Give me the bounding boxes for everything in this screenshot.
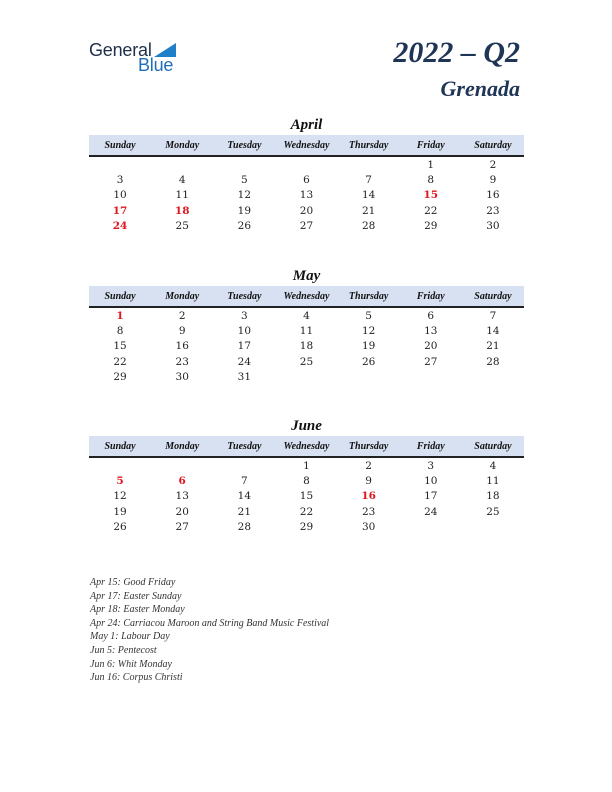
day-cell [89, 459, 151, 474]
weekday-label: Tuesday [227, 441, 262, 452]
logo-text-blue: Blue [138, 55, 174, 75]
day-cell: 8 [116, 325, 124, 338]
day-cell: 23 [361, 505, 376, 518]
day-cell: 18 [486, 490, 500, 503]
weekday-header [89, 135, 524, 157]
day-cell: 22 [113, 355, 127, 368]
weekday-label: Monday [165, 291, 200, 302]
logo [89, 40, 189, 76]
holiday-day-cell: 5 [116, 475, 124, 488]
weekday-label: Monday [165, 140, 200, 151]
day-cell: 9 [365, 475, 372, 488]
day-cell: 17 [424, 490, 438, 503]
day-cell [400, 370, 462, 385]
day-cell: 19 [237, 204, 252, 217]
day-cell: 23 [486, 204, 500, 217]
day-cell: 6 [303, 174, 310, 187]
day-cell: 9 [178, 325, 186, 338]
month-name: April [290, 117, 323, 133]
weekday-label: Wednesday [283, 140, 330, 151]
day-cell: 30 [175, 370, 189, 383]
day-cell: 13 [175, 490, 189, 503]
weekday-label: Monday [165, 441, 200, 452]
day-cell: 12 [361, 325, 376, 338]
day-cell: 10 [237, 325, 252, 338]
day-cell: 12 [237, 189, 252, 202]
day-cell: 24 [424, 505, 438, 518]
day-cell: 27 [299, 219, 314, 232]
day-cell: 1 [427, 159, 435, 171]
day-cell: 18 [299, 340, 314, 353]
holiday-day-cell: 18 [174, 204, 190, 217]
day-cell: 8 [427, 174, 435, 187]
day-cell: 26 [237, 219, 252, 232]
day-cell: 7 [241, 475, 248, 488]
day-cell: 14 [237, 490, 252, 503]
weekday-label: Thursday [348, 140, 389, 151]
weekday-label: Friday [416, 291, 445, 302]
month-name: May [292, 268, 321, 284]
holiday-note: Jun 5: Pentecost [90, 644, 157, 656]
week-row [89, 459, 524, 474]
day-cell: 29 [113, 370, 127, 383]
day-cell: 22 [424, 204, 438, 217]
weekday-label: Wednesday [283, 291, 330, 302]
day-cell [462, 370, 524, 385]
week-row [89, 474, 524, 489]
week-row [89, 520, 524, 535]
day-cell [462, 520, 524, 535]
day-cell: 31 [237, 370, 252, 383]
day-cell [275, 158, 337, 173]
holiday-day-cell: 16 [361, 490, 376, 503]
day-cell: 29 [424, 219, 438, 232]
day-cell: 14 [361, 189, 376, 202]
day-cell: 20 [299, 204, 314, 217]
weekday-label: Tuesday [227, 140, 262, 151]
day-cell: 12 [113, 490, 127, 503]
day-cell: 5 [241, 174, 248, 187]
holiday-note: Apr 24: Carriacou Maroon and String Band Music Festival [90, 617, 330, 629]
holiday-note: May 1: Labour Day [90, 631, 170, 643]
day-cell: 11 [486, 475, 500, 488]
day-cell: 11 [299, 325, 314, 338]
day-cell: 20 [424, 340, 438, 353]
week-row [89, 309, 524, 324]
week-row [89, 219, 524, 234]
country-name: Grenada [440, 76, 520, 101]
holiday-day-cell: 24 [112, 219, 128, 232]
week-row [89, 489, 524, 504]
day-cell: 10 [424, 475, 438, 488]
weekday-header [89, 286, 524, 308]
holiday-day-cell: 1 [116, 310, 124, 322]
week-row [89, 355, 524, 370]
week-row [89, 324, 524, 339]
weekday-label: Wednesday [283, 441, 330, 452]
holiday-note: Jun 6: Whit Monday [90, 658, 172, 670]
day-cell: 2 [489, 159, 497, 171]
day-cell [89, 158, 151, 173]
day-cell [275, 370, 337, 385]
week-row [89, 158, 524, 173]
week-row [89, 505, 524, 520]
weekday-label: Tuesday [227, 291, 262, 302]
weekday-label: Sunday [104, 441, 136, 452]
day-cell: 27 [175, 520, 189, 533]
day-cell: 25 [299, 355, 314, 368]
day-cell: 20 [175, 505, 189, 518]
week-row [89, 173, 524, 188]
weekday-header [89, 436, 524, 458]
day-cell: 3 [241, 310, 248, 322]
day-cell: 4 [489, 460, 497, 472]
day-cell: 7 [365, 174, 372, 187]
weekday-label: Saturday [474, 441, 512, 452]
day-cell: 21 [486, 340, 500, 353]
day-cell [400, 520, 462, 535]
day-cell: 13 [424, 325, 438, 338]
day-cell: 13 [299, 189, 314, 202]
day-cell: 4 [303, 310, 310, 322]
day-cell: 27 [424, 355, 438, 368]
day-cell: 28 [361, 219, 376, 232]
day-cell: 24 [237, 355, 252, 368]
month-name: June [291, 418, 322, 434]
day-cell [213, 459, 275, 474]
day-cell [213, 158, 275, 173]
day-grid [89, 309, 524, 385]
day-cell: 25 [175, 219, 189, 232]
holiday-note: Apr 15: Good Friday [90, 577, 176, 588]
day-cell: 21 [361, 204, 376, 217]
day-grid [89, 158, 524, 234]
day-cell: 5 [365, 310, 372, 322]
day-cell: 28 [237, 520, 252, 533]
day-cell: 19 [113, 505, 127, 518]
day-cell: 15 [299, 490, 314, 503]
day-cell: 3 [116, 174, 124, 187]
weekday-label: Thursday [348, 441, 389, 452]
day-cell [338, 158, 400, 173]
day-cell: 23 [175, 355, 189, 368]
day-cell: 16 [175, 340, 189, 353]
holiday-note: Apr 18: Easter Monday [90, 604, 185, 616]
day-cell [151, 158, 213, 173]
day-cell: 30 [486, 219, 500, 232]
day-cell: 17 [237, 340, 252, 353]
week-row [89, 188, 524, 203]
holiday-day-cell: 6 [178, 475, 186, 488]
page-title: 2022 – Q2 [393, 36, 520, 69]
holiday-note: Jun 16: Corpus Christi [90, 672, 183, 684]
day-cell: 29 [299, 520, 314, 533]
logo-text-general: General [89, 40, 152, 60]
week-row [89, 370, 524, 385]
weekday-label: Sunday [104, 140, 136, 151]
day-cell: 9 [489, 174, 497, 187]
weekday-label: Saturday [474, 291, 512, 302]
day-cell: 7 [489, 310, 497, 322]
day-cell: 2 [178, 310, 186, 322]
day-cell [151, 459, 213, 474]
day-cell [338, 370, 400, 385]
holiday-list [90, 576, 330, 685]
day-cell: 2 [365, 460, 372, 472]
day-cell: 1 [303, 460, 310, 472]
weekday-label: Thursday [348, 291, 389, 302]
day-cell: 8 [303, 475, 310, 488]
month-calendar-may [89, 266, 524, 385]
holiday-day-cell: 15 [423, 189, 439, 202]
month-calendar-june [89, 416, 524, 535]
day-cell: 19 [361, 340, 376, 353]
day-cell: 26 [361, 355, 376, 368]
day-cell: 30 [361, 520, 376, 533]
holiday-note: Apr 17: Easter Sunday [90, 590, 182, 602]
day-cell: 28 [486, 355, 500, 368]
weekday-label: Saturday [474, 140, 512, 151]
day-cell: 15 [113, 340, 127, 353]
day-cell: 22 [299, 505, 314, 518]
month-calendar-april [89, 115, 524, 234]
weekday-label: Friday [416, 140, 445, 151]
day-cell: 4 [178, 174, 186, 187]
day-cell: 25 [486, 505, 500, 518]
day-cell: 11 [175, 189, 189, 202]
week-row [89, 339, 524, 354]
day-cell: 10 [113, 189, 127, 202]
week-row [89, 204, 524, 219]
day-cell: 21 [237, 505, 252, 518]
day-cell: 26 [113, 520, 127, 533]
day-grid [89, 459, 524, 535]
holiday-day-cell: 17 [112, 204, 128, 217]
weekday-label: Friday [416, 441, 445, 452]
day-cell: 14 [486, 325, 500, 338]
weekday-label: Sunday [104, 291, 136, 302]
day-cell: 6 [427, 310, 435, 322]
day-cell: 3 [427, 460, 435, 472]
day-cell: 16 [486, 189, 500, 202]
